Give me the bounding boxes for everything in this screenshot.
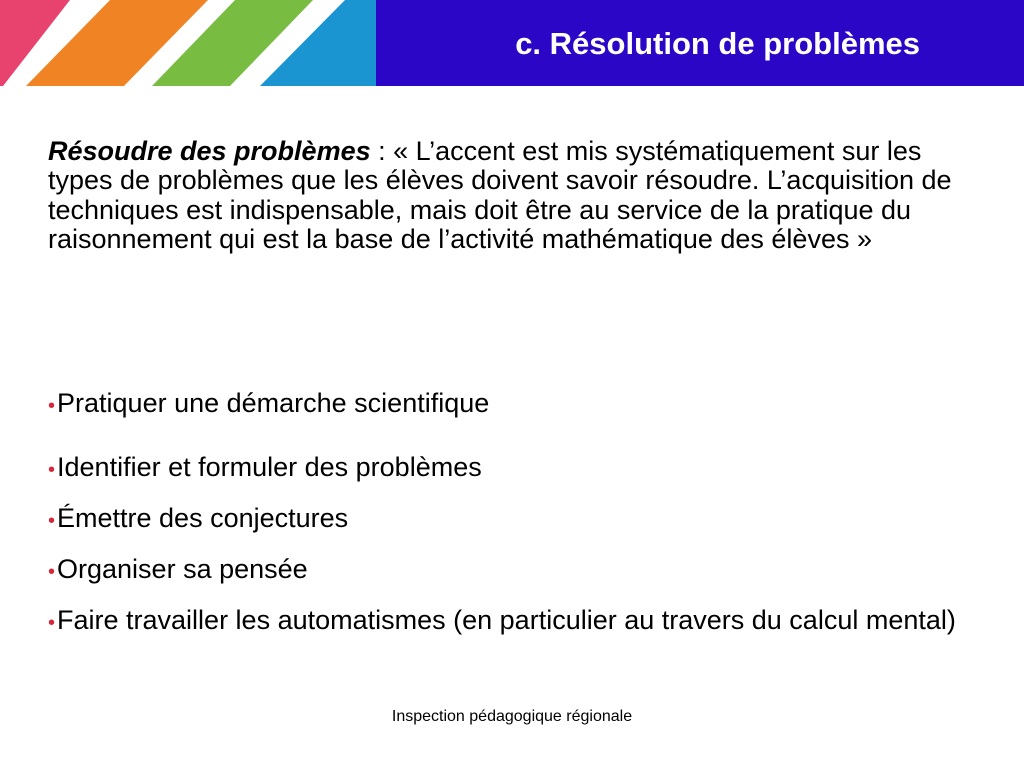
slide-title: c. Résolution de problèmes <box>515 26 920 61</box>
intro-paragraph <box>48 137 983 254</box>
bullet-marker: • <box>48 612 56 634</box>
bullet-text: Faire travailler les automatismes (en particulier au travers du calcul mental) <box>57 605 956 635</box>
bullet-marker: • <box>48 395 56 417</box>
bullet-text: Identifier et formuler des problèmes <box>57 452 482 482</box>
bullet-item <box>48 389 983 421</box>
bullet-item <box>48 606 983 638</box>
bullet-marker: • <box>48 459 56 481</box>
bullet-text: Organiser sa pensée <box>57 554 308 584</box>
bullet-text: Émettre des conjectures <box>57 503 349 533</box>
header-stripes-decoration <box>0 0 376 86</box>
bullet-marker: • <box>48 561 56 583</box>
intro-term: Résoudre des problèmes <box>48 136 371 166</box>
bullet-marker: • <box>48 510 56 532</box>
stripes-graphic <box>0 0 376 86</box>
bullet-item <box>48 555 983 587</box>
bullet-text: Pratiquer une démarche scientifique <box>57 388 490 418</box>
footer-text: Inspection pédagogique régionale <box>391 708 633 725</box>
bullet-item <box>48 504 983 536</box>
bullet-item <box>48 453 983 485</box>
intro-text: : « L’accent est mis systématiquement sur les types de problèmes que les élèves doivent savoir résoudre. L’acquisition de techniques est indispensable, mais doit être au service de la pratique du raisonnement qui est la base de l’activité mathématique des élèves » <box>48 136 952 254</box>
